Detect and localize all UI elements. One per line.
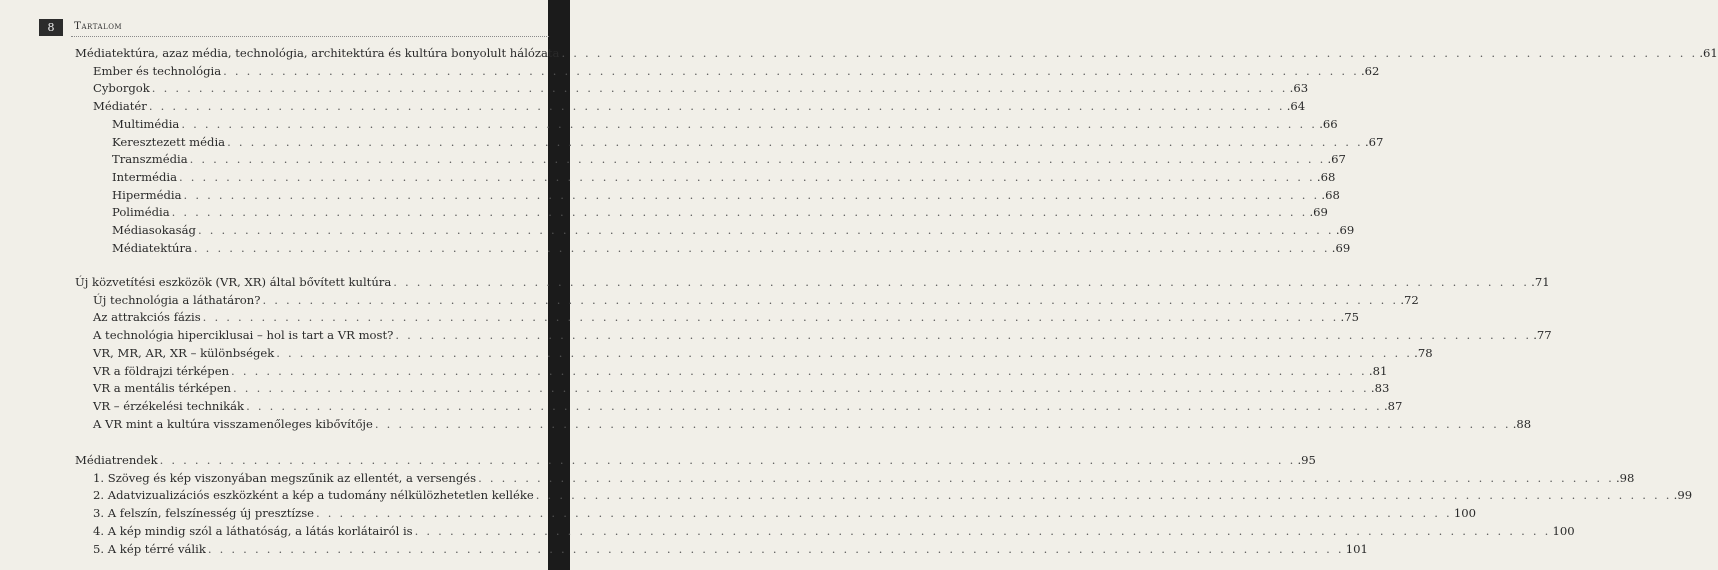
toc-entry-title: Médiatrendek — [75, 453, 158, 467]
toc-page-number: .69 — [1335, 223, 1355, 237]
dot-leader — [223, 62, 1359, 80]
toc-entry — [112, 150, 1346, 168]
dot-leader — [194, 239, 1330, 257]
toc-section-entry — [75, 44, 1718, 62]
toc-entry-title: Az attrakciós fázis — [93, 310, 201, 325]
toc-entry — [112, 133, 1384, 151]
toc-entry — [93, 522, 1575, 540]
dot-leader — [149, 97, 1285, 115]
toc-entry-title: Cyborgok — [93, 81, 150, 96]
toc-entry-title: VR, MR, AR, XR – különbségek — [93, 345, 275, 360]
dot-leader — [395, 326, 1531, 344]
toc-entry — [93, 97, 1306, 115]
dot-leader — [478, 469, 1614, 487]
toc-page-number: .87 — [1383, 398, 1403, 413]
toc-page-number: .63 — [1289, 81, 1309, 96]
toc-entry-title: Intermédia — [112, 169, 178, 184]
toc-entry — [93, 379, 1390, 397]
toc-page-number: .77 — [1533, 328, 1552, 343]
toc-page-number: .72 — [1400, 292, 1419, 307]
dot-leader — [316, 504, 1452, 522]
toc-entry — [112, 115, 1338, 133]
toc-entry — [93, 469, 1635, 487]
toc-page-number: .66 — [1319, 116, 1338, 131]
toc-entry-title: Új technológia a láthatáron? — [93, 292, 261, 307]
dot-leader — [276, 344, 1412, 362]
toc-page-number: .88 — [1512, 416, 1532, 431]
toc-entry-title: A VR mint a kultúra visszamenőleges kibővítője — [93, 416, 373, 431]
dot-leader — [179, 168, 1315, 186]
dot-leader — [415, 522, 1551, 540]
toc-page-number: .64 — [1286, 99, 1306, 114]
dot-leader — [181, 115, 1317, 133]
toc-page-number: 100 — [1453, 506, 1477, 521]
toc-entry-title: Multimédia — [112, 116, 180, 131]
toc-section-entry — [75, 451, 1316, 469]
toc-entry — [112, 186, 1340, 204]
dot-leader — [246, 397, 1382, 415]
toc-entry-title: Új közvetítési eszközök (VR, XR) által bővített kultúra — [75, 275, 392, 289]
toc-page-number: .62 — [1361, 63, 1380, 78]
dot-leader — [208, 540, 1344, 558]
toc-page-number: .68 — [1316, 169, 1336, 184]
dot-leader — [198, 221, 1334, 239]
toc-page-number: .98 — [1615, 470, 1635, 485]
toc-page-number: .61 — [1699, 46, 1718, 60]
toc-page-number: .67 — [1327, 152, 1346, 167]
toc-entry — [93, 326, 1552, 344]
toc-entry — [93, 291, 1419, 309]
toc-page-number: .71 — [1531, 275, 1550, 289]
toc-entry-title: Médiatektúra — [112, 240, 192, 255]
toc-entry — [112, 203, 1328, 221]
dot-leader — [375, 415, 1511, 433]
toc-page-number: 101 — [1345, 541, 1368, 556]
toc-page-number: .99 — [1673, 488, 1693, 503]
toc-entry-title: VR – érzékelési technikák — [93, 398, 245, 413]
toc-entry — [93, 397, 1403, 415]
toc-page-number: .78 — [1414, 345, 1433, 360]
page-number: 8 — [39, 19, 63, 36]
toc-entry — [112, 221, 1355, 239]
toc-entry — [93, 344, 1433, 362]
dot-leader — [227, 133, 1363, 151]
dot-leader — [233, 379, 1369, 397]
dot-leader — [160, 451, 1296, 469]
dot-leader — [262, 291, 1398, 309]
dot-leader — [190, 150, 1326, 168]
dot-leader — [203, 308, 1339, 326]
toc-entry-title: 3. A felszín, felszínesség új presztízse — [93, 506, 315, 521]
toc-entry-title: A technológia hiperciklusai – hol is tart a VR most? — [93, 328, 394, 343]
toc-page-number: .69 — [1309, 205, 1328, 220]
toc-page-number: .67 — [1364, 134, 1384, 149]
toc-entry-title: 5. A kép térré válik — [93, 541, 206, 556]
toc-page-number: .95 — [1297, 453, 1316, 467]
toc-section-entry — [75, 273, 1550, 291]
toc-entry — [93, 308, 1359, 326]
header-rule — [71, 36, 549, 37]
dot-leader — [172, 203, 1308, 221]
toc-entry-title: Hipermédia — [112, 187, 182, 202]
toc-entry-title: VR a földrajzi térképen — [93, 363, 230, 378]
toc-page-number: .69 — [1331, 240, 1351, 255]
toc-page-number: 100 — [1552, 523, 1575, 538]
toc-entry-title: VR a mentális térképen — [93, 381, 232, 396]
toc-entry — [93, 79, 1309, 97]
toc-entry — [93, 62, 1380, 80]
dot-leader — [184, 186, 1320, 204]
toc-page-number: .81 — [1368, 363, 1388, 378]
toc-entry-title: Médiatér — [93, 99, 147, 114]
toc-entry — [112, 168, 1336, 186]
running-header — [39, 18, 549, 38]
running-title: Tartalom — [74, 20, 123, 32]
dot-leader — [536, 486, 1672, 504]
toc-entry-title: 4. A kép mindig szól a láthatóság, a látás korlátairól is — [93, 523, 413, 538]
toc-entry-title: Médiasokaság — [112, 223, 196, 237]
toc-entry — [93, 415, 1532, 433]
toc-entry-title: 1. Szöveg és kép viszonyában megszűnik az ellentét, a versengés — [93, 470, 477, 485]
toc-entry — [93, 486, 1693, 504]
dot-leader — [393, 273, 1529, 291]
dot-leader — [561, 44, 1697, 62]
toc-entry-title: Transzmédia — [112, 152, 188, 167]
toc-page-number: .83 — [1370, 381, 1390, 396]
dot-leader — [231, 362, 1367, 380]
toc-entry-title: Polimédia — [112, 205, 170, 220]
toc-entry-title: Ember és technológia — [93, 63, 222, 78]
dot-leader — [152, 79, 1288, 97]
toc-entry-title: Keresztezett média — [112, 134, 226, 149]
toc-page-number: .75 — [1340, 310, 1359, 325]
toc-entry-title: 2. Adatvizualizációs eszközként a kép a tudomány nélkülözhetetlen kelléke — [93, 488, 534, 503]
toc-entry — [93, 540, 1368, 558]
toc-entry — [93, 504, 1477, 522]
toc-entry — [112, 239, 1351, 257]
toc-entry — [93, 362, 1388, 380]
toc-page-number: .68 — [1321, 187, 1340, 202]
toc-entry-title: Médiatektúra, azaz média, technológia, architektúra és kultúra bonyolult hálózata — [75, 46, 560, 60]
